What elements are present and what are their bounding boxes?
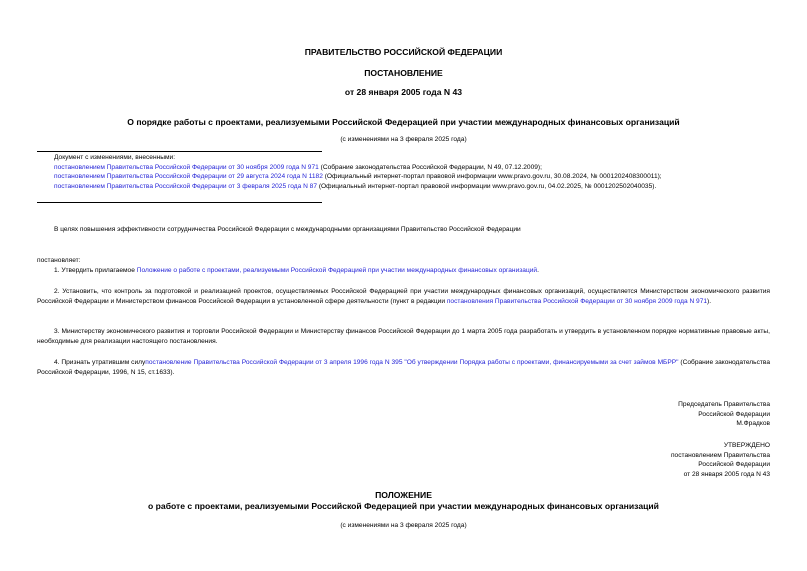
regulation-title: ПОЛОЖЕНИЕ	[375, 490, 432, 500]
amendment-text-2: (Официальный интернет-портал правовой информации www.pravo.gov.ru, 30.08.2024, № 0001202408300011);	[322, 173, 662, 180]
signature-name: М.Фрадков	[736, 420, 770, 427]
paragraph-1-suffix: .	[537, 267, 539, 274]
paragraph-2-suffix: ).	[707, 297, 712, 305]
amendments-bottom-rule	[37, 202, 322, 203]
approval-heading: УТВЕРЖДЕНО	[723, 442, 770, 449]
preamble: В целях повышения эффективности сотрудничества Российской Федерации с международными организациями Правительство Российской Федерации	[54, 226, 521, 233]
signature-position: Председатель Правительства	[678, 401, 770, 408]
amendment-item-2	[54, 172, 794, 182]
amendment-text-1: (Собрание законодательства Российской Федерации, N 49, 07.12.2009);	[318, 163, 542, 171]
revision-note: (с изменениями на 3 февраля 2025 года)	[340, 136, 467, 143]
approval-line-3: Российской Федерации	[698, 461, 770, 468]
signature-block	[678, 400, 770, 429]
paragraph-4-suffix: (Собрание законодательства Российской Федерации, 1996, N 15, ст.1633).	[37, 359, 770, 376]
repealed-resolution-link[interactable]: постановление Правительства Российской Федерации от 3 апреля 1996 года N 395 "Об утверждении Порядка работы с проектами, финансируемыми за счет займов МБРР"	[145, 359, 679, 366]
paragraph-2	[37, 287, 770, 306]
signature-country: Российской Федерации	[698, 410, 770, 418]
amendments-block	[54, 153, 794, 191]
amendment-item-3	[54, 182, 794, 192]
approval-line-4: от 28 января 2005 года N 43	[683, 470, 770, 478]
amendments-top-rule	[37, 151, 322, 152]
paragraph-1	[54, 266, 794, 276]
paragraph-4	[37, 358, 770, 377]
paragraph-4-prefix: 4. Признать утратившим силу	[54, 359, 146, 366]
amendment-item-1	[54, 163, 794, 173]
approval-line-2: постановлением Правительства	[670, 451, 770, 459]
approval-block	[671, 441, 770, 479]
regulation-revision-note: (с изменениями на 3 февраля 2025 года)	[340, 522, 467, 529]
regulation-subtitle: о работе с проектами, реализуемыми Российской Федерацией при участии международных финансовых организаций	[148, 501, 659, 511]
amendment-link-3[interactable]: постановлением Правительства Российской Федерации от 3 февраля 2025 года N 87	[54, 182, 318, 190]
document-title: О порядке работы с проектами, реализуемыми Российской Федерацией при участии международных финансовых организаций	[127, 117, 680, 127]
paragraph-2-link[interactable]: постановления Правительства Российской Федерации от 30 ноября 2009 года N 971	[446, 297, 708, 305]
amendment-text-3: (Официальный интернет-портал правовой информации www.pravo.gov.ru, 04.02.2025, № 0001202502040035).	[317, 182, 657, 190]
amendment-link-2[interactable]: постановлением Правительства Российской Федерации от 29 августа 2024 года N 1182	[54, 173, 323, 180]
paragraph-2-text: 2. Установить, что контроль за подготовкой и реализацией проектов, осуществляемых Российской Федерацией при участии международных финансовых организаций, осуществляется Министерством экономического развития Российской Федерации и Министерством финансов Российской Федерации в установленной сфере деятельности (пункт в редакции	[37, 288, 770, 305]
amendments-intro: Документ с изменениями, внесенными:	[54, 154, 176, 161]
paragraph-3: 3. Министерству экономического развития и торговли Российской Федерации и Министерству финансов Российской Федерации до 1 марта 2005 года разработать и утвердить в установленном порядке нормативные правовые акты, необходимые для реализации настоящего постановления.	[37, 328, 770, 345]
document-date-number: от 28 января 2005 года N 43	[344, 87, 463, 97]
government-heading: ПРАВИТЕЛЬСТВО РОССИЙСКОЙ ФЕДЕРАЦИИ	[304, 47, 503, 57]
amendment-link-1[interactable]: постановлением Правительства Российской Федерации от 30 ноября 2009 года N 971	[54, 163, 319, 171]
document-type: ПОСТАНОВЛЕНИЕ	[364, 68, 443, 78]
resolves-word: постановляет:	[37, 257, 81, 264]
regulation-link[interactable]: Положение о работе с проектами, реализуемыми Российской Федерацией при участии международных финансовых организаций	[136, 267, 538, 274]
paragraph-1-prefix: 1. Утвердить прилагаемое	[54, 267, 137, 274]
